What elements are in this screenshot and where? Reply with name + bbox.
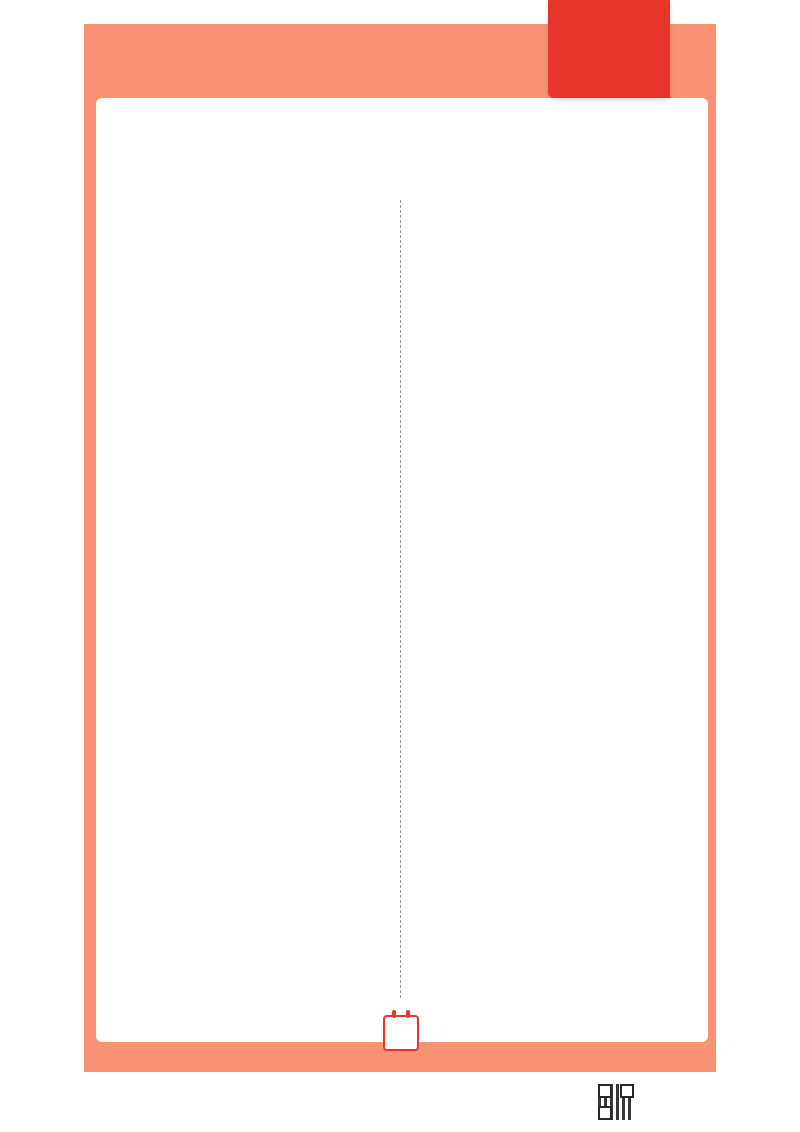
column-divider [400, 200, 401, 998]
index-tab [548, 0, 670, 98]
page-number-badge [383, 1015, 419, 1051]
qr-code-icon [598, 1084, 634, 1120]
content-panel [96, 98, 708, 1042]
